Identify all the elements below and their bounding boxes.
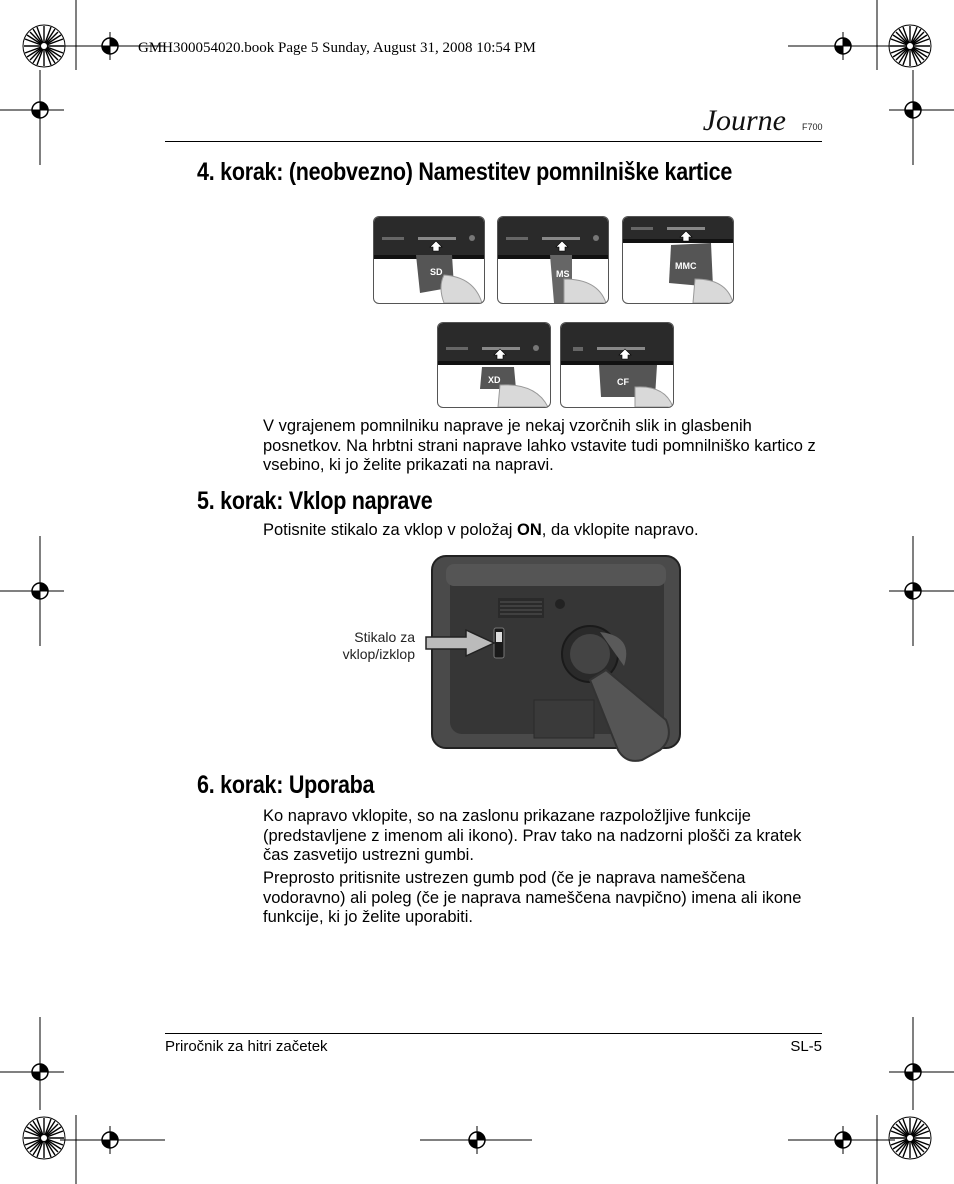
step4-heading: 4. korak: (neobvezno) Namestitev pomnilniške kartice [197, 158, 733, 186]
header-rule [165, 141, 822, 142]
cf-card-photo [560, 322, 674, 408]
footer-rule [165, 1033, 822, 1034]
ms-card-photo [497, 216, 609, 304]
step5-body-on: ON [517, 521, 542, 539]
card-label-sd: SD [430, 267, 443, 277]
step5-body-suffix: , da vklopite napravo. [541, 521, 699, 539]
card-label-cf: CF [617, 377, 629, 387]
xd-card-photo [437, 322, 551, 408]
card-label-ms: MS [556, 269, 570, 279]
step6-para1: Ko napravo vklopite, so na zaslonu prikazane razpoložljive funkcije (predstavljene z imenom ali ikono). Prav tako na nadzorni plošči za kratek čas zasvetijo ustrezni gumbi. [263, 807, 802, 865]
mmc-card-photo [622, 216, 734, 304]
switch-arrow [422, 628, 498, 658]
switch-label-line2: vklop/izklop [342, 646, 415, 662]
brand-logo: Journe [702, 104, 786, 137]
step6-heading: 6. korak: Uporaba [197, 771, 375, 799]
step4-body: V vgrajenem pomnilniku naprave je nekaj vzorčnih slik in glasbenih posnetkov. Na hrbtni strani naprave lahko vstavite tudi pomnilniško kartico z vsebino, ki jo želite prikazati na napravi. [263, 417, 816, 475]
switch-label-line1: Stikalo za [354, 629, 415, 645]
sd-card-photo [373, 216, 485, 304]
footer-right: SL-5 [790, 1038, 822, 1055]
device-back-photo [428, 552, 686, 764]
print-header: GMH300054020.book Page 5 Sunday, August 31, 2008 10:54 PM [138, 40, 536, 56]
step5-heading: 5. korak: Vklop naprave [197, 487, 433, 515]
step5-body-prefix: Potisnite stikalo za vklop v položaj [263, 521, 518, 539]
step6-para2: Preprosto pritisnite ustrezen gumb pod (če je naprava nameščena vodoravno) ali poleg (če je naprava nameščena navpično) imena ali ikone funkcije, ki jo želite uporabiti. [263, 869, 802, 927]
step5-body [263, 521, 823, 541]
card-label-mmc: MMC [675, 261, 697, 271]
card-label-xd: XD [488, 375, 501, 385]
switch-label [320, 629, 415, 663]
model-number: F700 [802, 122, 823, 132]
footer-left: Priročnik za hitri začetek [165, 1038, 328, 1055]
